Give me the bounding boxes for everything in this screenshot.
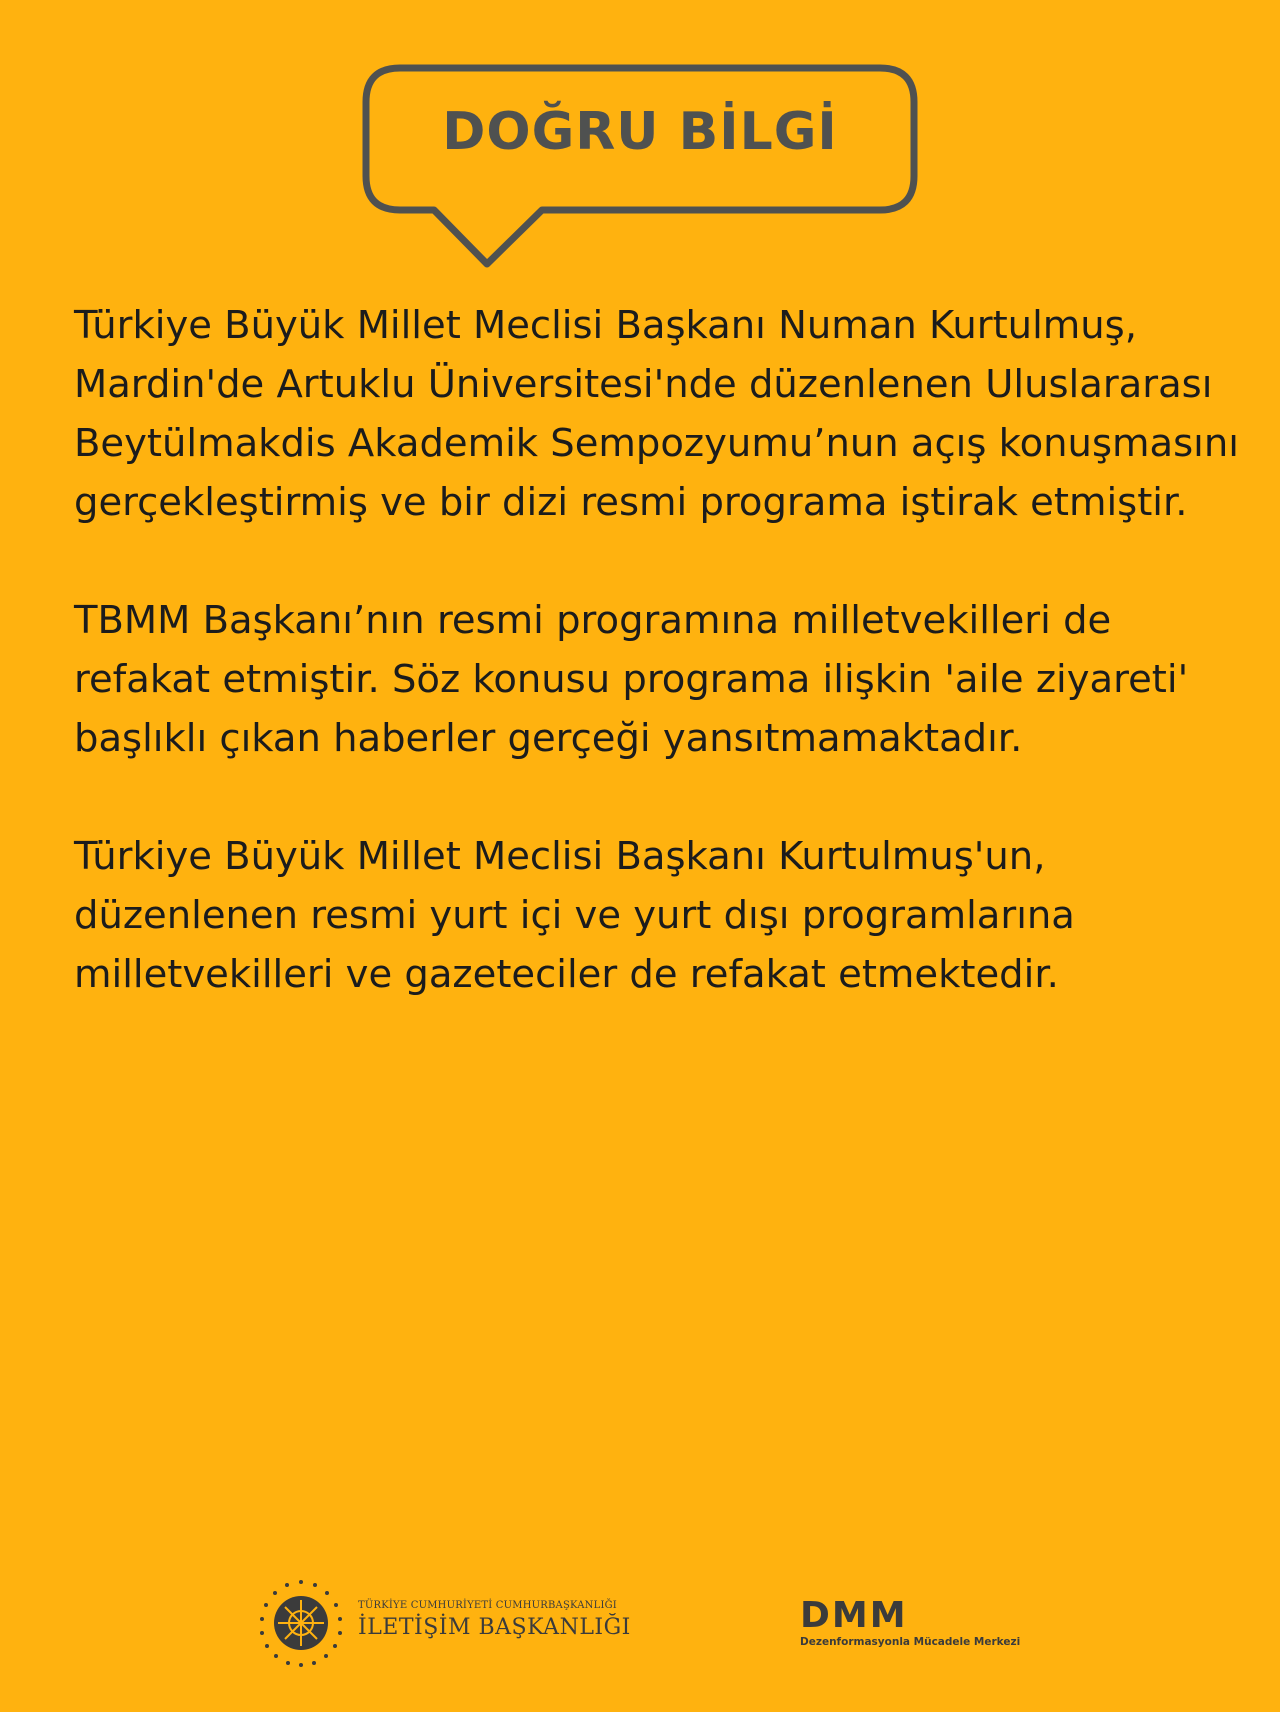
iletisim-big-text: İLETİŞİM BAŞKANLIĞI bbox=[358, 1615, 631, 1640]
dmm-subtitle: Dezenformasyonla Mücadele Merkezi bbox=[800, 1636, 1021, 1648]
paragraph-2: TBMM Başkanı’nın resmi programına milletvekilleri de refakat etmiştir. Söz konusu programa ilişkin 'aile ziyareti' başlıklı çıkan haberler gerçeği yansıtmamaktadır. bbox=[74, 598, 1189, 761]
footer bbox=[0, 1570, 1280, 1680]
dmm-logo bbox=[800, 1595, 1021, 1648]
iletisim-small-text: TÜRKİYE CUMHURİYETİ CUMHURBAŞKANLIĞI bbox=[358, 1600, 617, 1611]
speech-bubble-icon bbox=[362, 64, 918, 272]
paragraph-1: Türkiye Büyük Millet Meclisi Başkanı Numan Kurtulmuş, Mardin'de Artuklu Üniversitesi'nde düzenlenen Uluslararası Beytülmakdis Akademik Sempozyumu’nun açış konuşmasını gerçekleştirmiş ve bir dizi resmi programa iştirak etmiştir. bbox=[74, 303, 1239, 525]
dmm-title: DMM bbox=[800, 1595, 908, 1636]
iletisim-baskanligi-logo bbox=[358, 1600, 631, 1640]
iletisim-emblem-icon bbox=[256, 1578, 346, 1668]
dogru-bilgi-badge bbox=[362, 64, 918, 272]
paragraph-3: Türkiye Büyük Millet Meclisi Başkanı Kurtulmuş'un, düzenlenen resmi yurt içi ve yurt dışı programlarına milletvekilleri ve gazeteciler de refakat etmektedir. bbox=[74, 834, 1075, 997]
badge-title: DOĞRU BİLGİ bbox=[442, 102, 838, 162]
statement-body bbox=[74, 296, 1244, 1063]
